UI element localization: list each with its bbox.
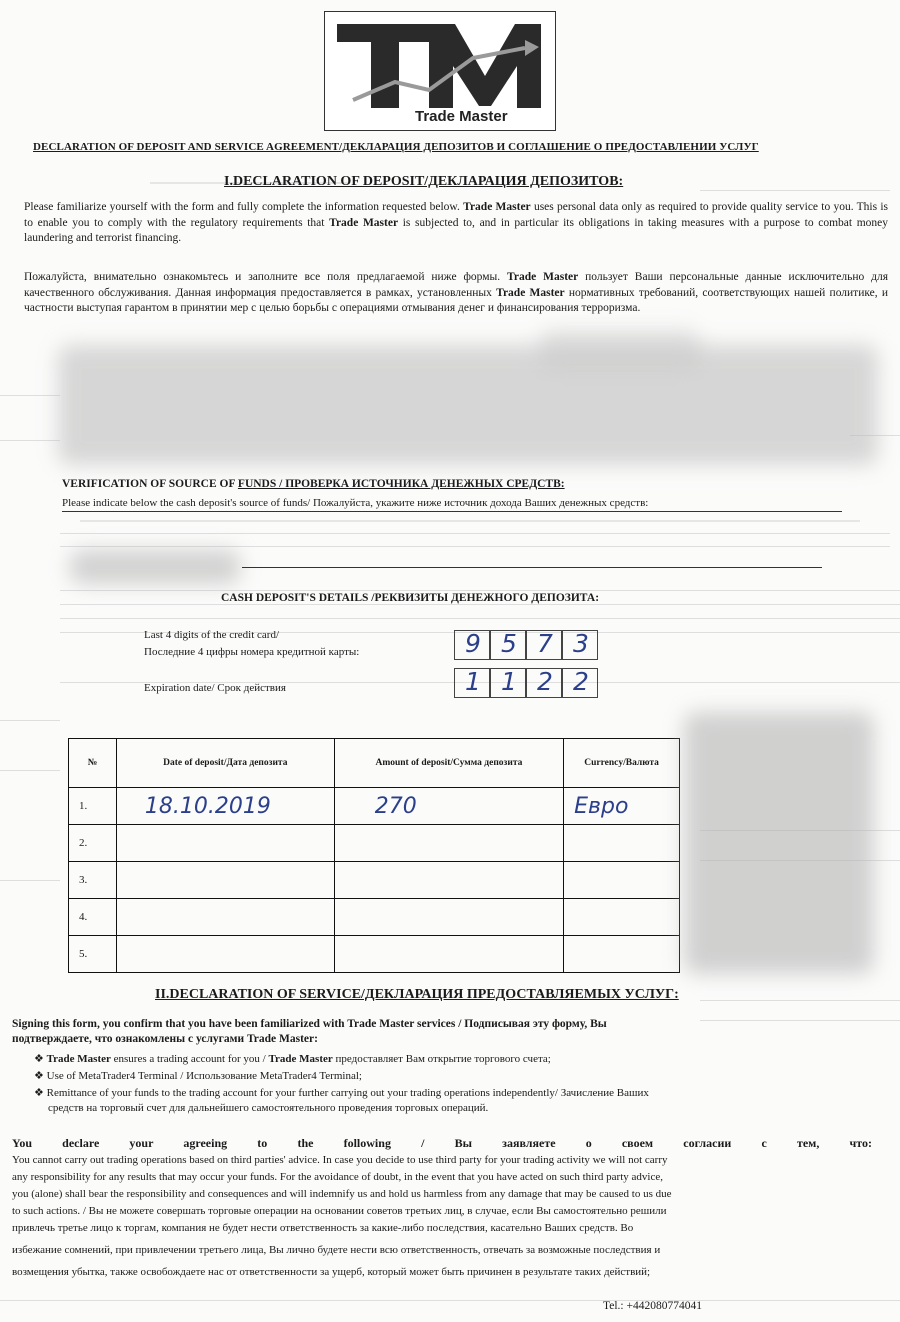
last4-digit-2: 5	[501, 629, 517, 658]
section-1-number: I.	[224, 174, 233, 189]
expiry-digit-3: 2	[537, 667, 553, 696]
section-1-en-part-1: Please familiarize yourself with the form and fully complete the information requested below.	[24, 201, 460, 213]
expiry-digit-boxes	[454, 668, 604, 698]
last4-digit-3: 7	[537, 629, 553, 658]
deposit-date-cell[interactable]	[116, 862, 334, 899]
section-1-en-part-3: is subjected to, and in particular its obligations in taking measures with a purpose to combat money laundering and terrorist financing.	[24, 216, 889, 244]
deposit-currency-cell[interactable]	[564, 788, 680, 825]
bullet-1-ru: предоставляет Вам открытие торгового счета;	[335, 1053, 551, 1065]
redacted-source-of-funds	[70, 550, 240, 584]
deposit-amount-cell[interactable]	[334, 862, 563, 899]
deposit-amount-cell[interactable]	[334, 788, 563, 825]
table-row	[69, 788, 680, 825]
digit-box	[490, 668, 526, 698]
last4-label-ru: Последние 4 цифры номера кредитной карты:	[144, 646, 360, 658]
agreement-line-3: you (alone) shall bear the responsibility and consequences and will indemnify us and hold us harmless from any damage that may be caused to us due	[12, 1188, 672, 1200]
agreement-line-7: возмещения убытка, также освобождаете нас от ответственности за ущерб, который может быть причинен в результате таких действий;	[12, 1266, 651, 1278]
section-1-ru-part-3: нормативных требований, соответствующих нашей политике, и частности выступая гарантом в принятии мер с целью борьбы с операциями отмывания денег и финансирования терроризма.	[24, 286, 889, 314]
section-1-en-part-2: uses personal data only as required to provide quality service to you. This is to enable you to comply with the regulatory requirements that	[24, 201, 889, 229]
last4-digit-boxes	[454, 630, 604, 660]
deposit-date-value: 18.10.2019	[144, 793, 271, 819]
tm-logo-mark-icon	[333, 18, 547, 118]
digit-box	[454, 668, 490, 698]
instruction-underline	[62, 511, 842, 512]
deposit-amount-value: 270	[374, 793, 417, 819]
table-row	[69, 825, 680, 862]
verification-title-prefix: VERIFICATION OF SOURCE OF	[62, 478, 236, 490]
digit-box	[490, 630, 526, 660]
service-bullet-3	[34, 1086, 649, 1099]
document-title: DECLARATION OF DEPOSIT AND SERVICE AGREEMENT/ДЕКЛАРАЦИЯ ДЕПОЗИТОВ И СОГЛАШЕНИЕ О ПРЕДОСТАВЛЕНИИ УСЛУГ	[33, 141, 759, 153]
deposit-amount-cell[interactable]	[334, 825, 563, 862]
section-1-heading	[224, 174, 623, 190]
bullet-1-en: ensures a trading account for you /	[113, 1053, 266, 1065]
trade-master-logo	[324, 11, 556, 131]
last4-digit-4: 3	[573, 629, 589, 658]
digit-box	[562, 630, 598, 660]
agreement-line-6: избежание сомнений, при привлечении третьего лица, Вы лично будете нести всю ответственность, отвечать за возможные последствия и	[12, 1244, 661, 1256]
deposit-date-cell[interactable]	[116, 899, 334, 936]
agreement-line-2: any responsibility for any results that may occur your funds. For the avoidance of doubt, in the event that you have acted on such third party advice,	[12, 1171, 663, 1183]
brand-name: Trade Master	[496, 286, 565, 299]
verification-instruction: Please indicate below the cash deposit's source of funds/ Пожалуйста, укажите ниже источник дохода Ваших денежных средств:	[62, 497, 649, 509]
row-number: 1.	[69, 788, 117, 825]
deposit-date-cell[interactable]	[116, 825, 334, 862]
column-header-date: Date of deposit/Дата депозита	[116, 739, 334, 788]
footer-phone: Tel.: +442080774041	[603, 1300, 702, 1312]
brand-name: Trade Master	[507, 271, 579, 283]
brand-name: Trade Master	[329, 216, 399, 229]
service-bullet-2	[34, 1069, 362, 1082]
deposit-currency-cell[interactable]	[564, 862, 680, 899]
section-2-intro-line-1: Signing this form, you confirm that you have been familiarized with Trade Master services / Подписывая эту форму, Вы	[12, 1018, 607, 1030]
expiry-digit-4: 2	[573, 667, 589, 696]
brand-name: Trade Master	[46, 1053, 111, 1065]
digit-box	[526, 668, 562, 698]
redacted-personal-data	[58, 345, 878, 465]
deposit-date-cell[interactable]	[116, 788, 334, 825]
logo-wordmark: Trade Master	[415, 108, 508, 125]
digit-box	[526, 630, 562, 660]
expiry-digit-1: 1	[465, 667, 481, 696]
deposit-currency-cell[interactable]	[564, 825, 680, 862]
deposit-amount-cell[interactable]	[334, 936, 563, 973]
table-row	[69, 899, 680, 936]
deposit-amount-cell[interactable]	[334, 899, 563, 936]
verification-heading	[62, 478, 565, 490]
diamond-bullet-icon: ❖	[34, 1087, 44, 1099]
column-header-amount: Amount of deposit/Сумма депозита	[334, 739, 563, 788]
redacted-patch	[540, 330, 700, 370]
redacted-signature-area	[684, 712, 874, 974]
row-number: 2.	[69, 825, 117, 862]
deposit-currency-cell[interactable]	[564, 936, 680, 973]
verification-title-rest: FUNDS / ПРОВЕРКА ИСТОЧНИКА ДЕНЕЖНЫХ СРЕДСТВ:	[237, 478, 565, 490]
deposit-currency-value: Евро	[574, 793, 629, 819]
digit-box	[562, 668, 598, 698]
deposit-table	[68, 738, 680, 973]
column-header-number: №	[69, 739, 117, 788]
agreement-line-4: to such actions. / Вы не можете совершать торговые операции на основании советов третьих лиц, в случае, если Вы самостоятельно решили	[12, 1205, 667, 1217]
bullet-3-text-a: Remittance of your funds to the trading account for your further carrying out your trading operations independently/ Зачисление Ваших	[46, 1087, 649, 1099]
table-header-row	[69, 739, 680, 788]
table-row	[69, 936, 680, 973]
last4-digit-1: 9	[465, 629, 481, 658]
cash-deposit-heading: CASH DEPOSIT'S DETAILS /РЕКВИЗИТЫ ДЕНЕЖНОГО ДЕПОЗИТА:	[221, 592, 600, 604]
row-number: 3.	[69, 862, 117, 899]
section-1-paragraph-ru	[24, 270, 888, 317]
section-1-ru-part-1: Пожалуйста, внимательно ознакомьтесь и заполните все поля предлагаемой ниже формы.	[24, 271, 501, 283]
section-1-title: DECLARATION OF DEPOSIT/ДЕКЛАРАЦИЯ ДЕПОЗИТОВ:	[232, 174, 624, 189]
section-1-ru-part-2: пользует Ваши персональные данные исключительно для качественного обслуживания. Данная информация предоставляется в рамках, установленных	[24, 271, 889, 299]
row-number: 5.	[69, 936, 117, 973]
deposit-currency-cell[interactable]	[564, 899, 680, 936]
last4-label-en: Last 4 digits of the credit card/	[144, 629, 280, 641]
expiry-label: Expiration date/ Срок действия	[144, 682, 286, 694]
agreement-line-5: привлечь третье лицо к торгам, компания не будет нести ответственность за какие-либо последствия, касательно Ваших средств. Во	[12, 1222, 634, 1234]
bullet-2-text: Use of MetaTrader4 Terminal / Использование MetaTrader4 Terminal;	[46, 1070, 362, 1082]
column-header-currency: Currency/Валюта	[564, 739, 680, 788]
diamond-bullet-icon: ❖	[34, 1053, 44, 1065]
agreement-line-1: You cannot carry out trading operations based on third parties' advice. In case you decide to use third party for your trading activity we will not carry	[12, 1154, 668, 1166]
expiry-digit-2: 1	[501, 667, 517, 696]
brand-name: Trade Master	[268, 1053, 333, 1065]
service-bullet-1	[34, 1052, 551, 1065]
section-1-paragraph-en	[24, 200, 888, 247]
bullet-3-text-b: средств на торговый счет для дальнейшего самостоятельного проведения торговых операций.	[48, 1102, 489, 1114]
row-number: 4.	[69, 899, 117, 936]
section-2-intro-line-2: подтверждаете, что ознакомлены с услугами Trade Master:	[12, 1033, 318, 1045]
source-of-funds-line	[242, 567, 822, 568]
agreement-heading: You declare your agreeing to the following / Вы заявляете о своем согласии с тем, что:	[12, 1136, 872, 1150]
brand-name: Trade Master	[463, 201, 531, 213]
section-2-heading: II.DECLARATION OF SERVICE/ДЕКЛАРАЦИЯ ПРЕДОСТАВЛЯЕМЫХ УСЛУГ:	[155, 987, 679, 1002]
deposit-date-cell[interactable]	[116, 936, 334, 973]
digit-box	[454, 630, 490, 660]
table-row	[69, 862, 680, 899]
diamond-bullet-icon: ❖	[34, 1070, 44, 1082]
